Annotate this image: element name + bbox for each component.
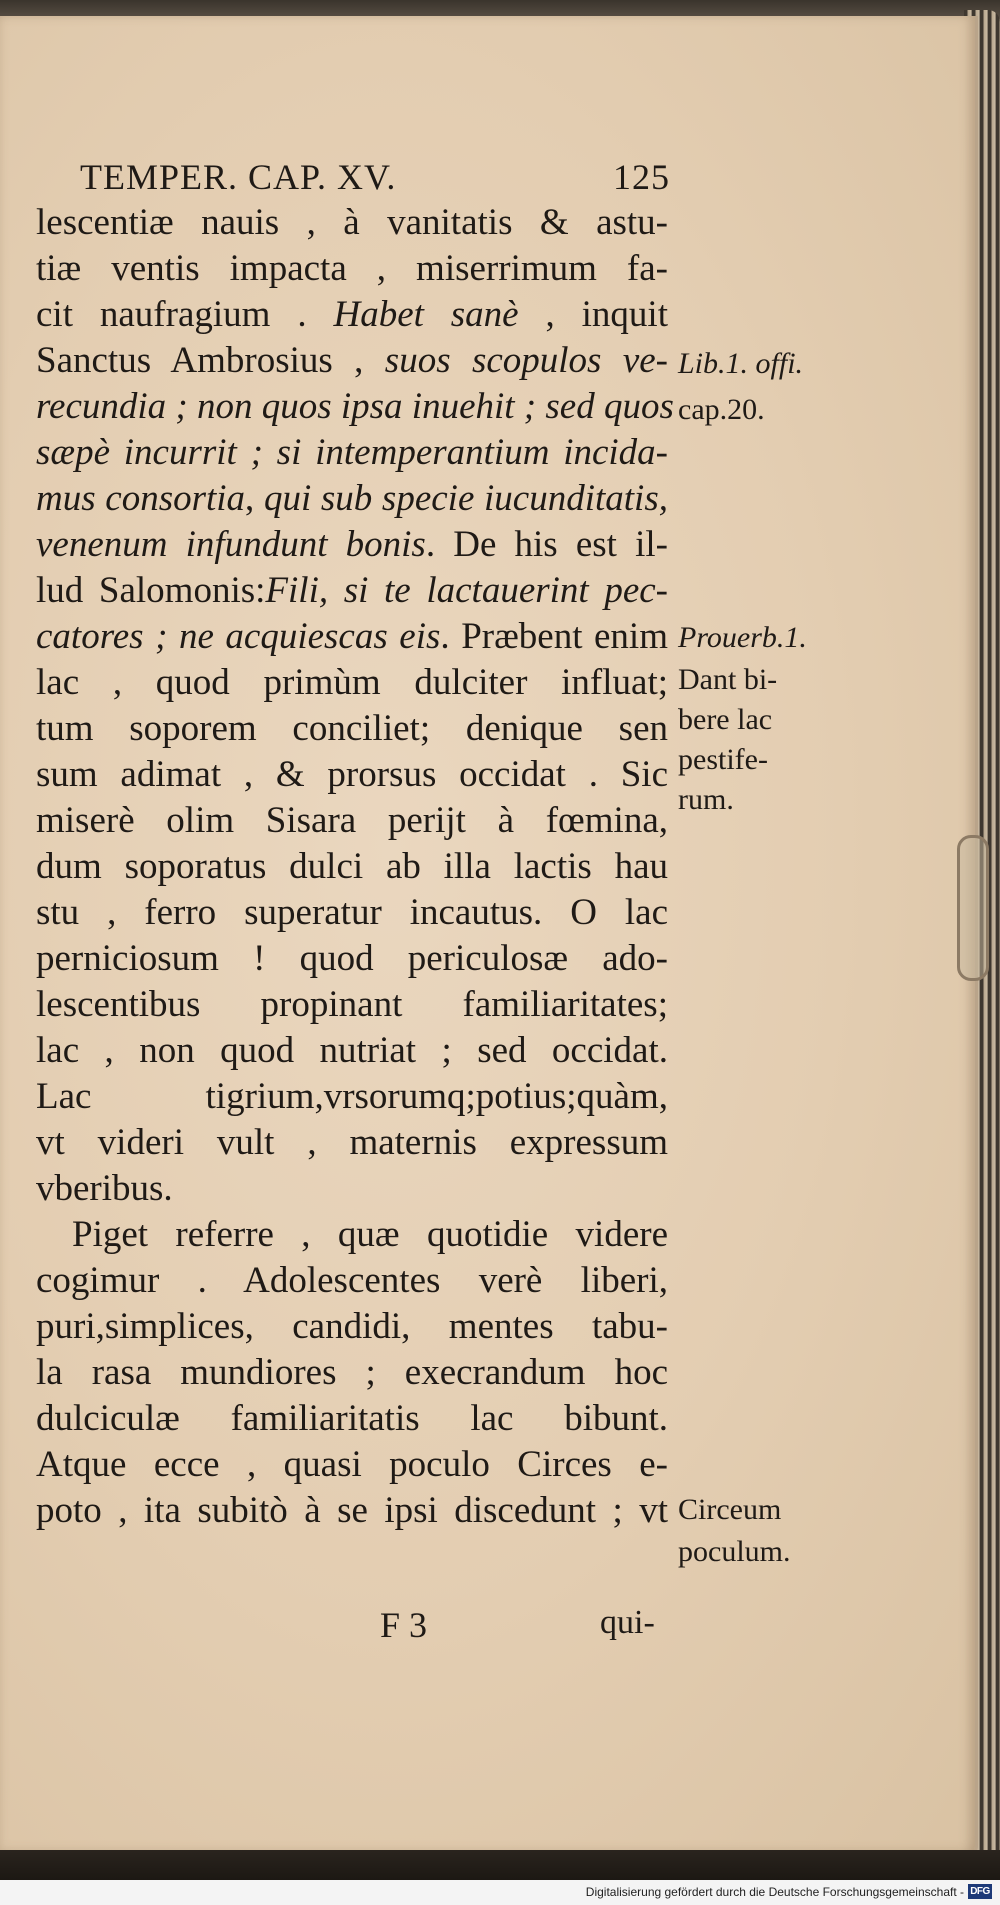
text-line-6: sæpè incurrit ; si intemperantium incida- xyxy=(36,432,668,473)
margin-note-bere: bere lac xyxy=(678,703,773,736)
page-number: 125 xyxy=(613,157,670,197)
text-line-8: venenum infundunt bonis. De his est il- xyxy=(36,524,668,565)
margin-note-prouerb: Prouerb.1. xyxy=(678,621,807,654)
text-line-10: catores ; ne acquiescas eis. Præbent enim xyxy=(36,616,668,657)
margin-note-lib: Lib.1. offi. xyxy=(678,347,804,380)
digitization-footer xyxy=(0,1880,1000,1905)
text-line-4: Sanctus Ambrosius , suos scopulos ve- xyxy=(36,340,668,381)
running-head xyxy=(80,156,680,202)
text-line-16: stu , ferro superatur incautus. O lac xyxy=(36,892,668,933)
funding-credit: Digitalisierung gefördert durch die Deutsche Forschungsgemeinschaft - xyxy=(585,1885,964,1899)
text-line-20: Lac tigrium,vrsorumq;potius;quàm, xyxy=(36,1076,668,1117)
text-line-17: perniciosum ! quod periculosæ ado- xyxy=(36,938,668,979)
dfg-logo: DFG xyxy=(968,1884,992,1899)
signature-mark: F 3 xyxy=(380,1605,428,1645)
text-line-14: miserè olim Sisara perijt à fœmina, xyxy=(36,800,668,841)
text-line-21: vt videri vult , maternis expressum xyxy=(36,1122,668,1163)
text-line-5: recundia ; non quos ipsa inuehit ; sed quos xyxy=(36,386,674,427)
margin-note-poculum: poculum. xyxy=(678,1535,791,1568)
text-line-13: sum adimat , & prorsus occidat . Sic xyxy=(36,754,668,795)
text-line-7: mus consortia, qui sub specie iucunditatis, xyxy=(36,478,668,519)
running-head-title: TEMPER. CAP. XV. xyxy=(80,157,397,197)
text-line-19: lac , non quod nutriat ; sed occidat. xyxy=(36,1030,668,1071)
margin-note-cap: cap.20. xyxy=(678,393,765,426)
text-line-15: dum soporatus dulci ab illa lactis hau xyxy=(36,846,668,887)
text-line-22: vberibus. xyxy=(36,1168,173,1209)
margin-note-rum: rum. xyxy=(678,783,734,816)
margin-note-dant: Dant bi- xyxy=(678,663,778,696)
book-page xyxy=(0,16,978,1856)
catchword: qui- xyxy=(600,1604,655,1641)
text-line-3: cit naufragium . Habet sanè , inquit xyxy=(36,294,668,335)
text-line-9: lud Salomonis:Fili, si te lactauerint pec- xyxy=(36,570,668,611)
text-line-28: Atque ecce , quasi poculo Circes e- xyxy=(36,1444,668,1485)
text-line-24: cogimur . Adolescentes verè liberi, xyxy=(36,1260,668,1301)
text-line-12: tum soporem conciliet; denique sen xyxy=(36,708,668,749)
book-clasp xyxy=(957,835,989,981)
text-line-25: puri,simplices, candidi, mentes tabu- xyxy=(36,1306,668,1347)
text-line-2: tiæ ventis impacta , miserrimum fa- xyxy=(36,248,668,289)
margin-note-pestife: pestife- xyxy=(678,743,768,776)
text-line-1: lescentiæ nauis , à vanitatis & astu- xyxy=(36,202,668,243)
text-line-11: lac , quod primùm dulciter influat; xyxy=(36,662,668,703)
text-line-29: poto , ita subitò à se ipsi discedunt ; vt xyxy=(36,1490,668,1531)
text-line-26: la rasa mundiores ; execrandum hoc xyxy=(36,1352,668,1393)
text-line-18: lescentibus propinant familiaritates; xyxy=(36,984,668,1025)
text-line-23: Piget referre , quæ quotidie videre xyxy=(72,1214,668,1255)
text-line-27: dulciculæ familiaritatis lac bibunt. xyxy=(36,1398,668,1439)
margin-note-circeum: Circeum xyxy=(678,1493,782,1526)
book-bottom-edge xyxy=(0,1850,1000,1880)
